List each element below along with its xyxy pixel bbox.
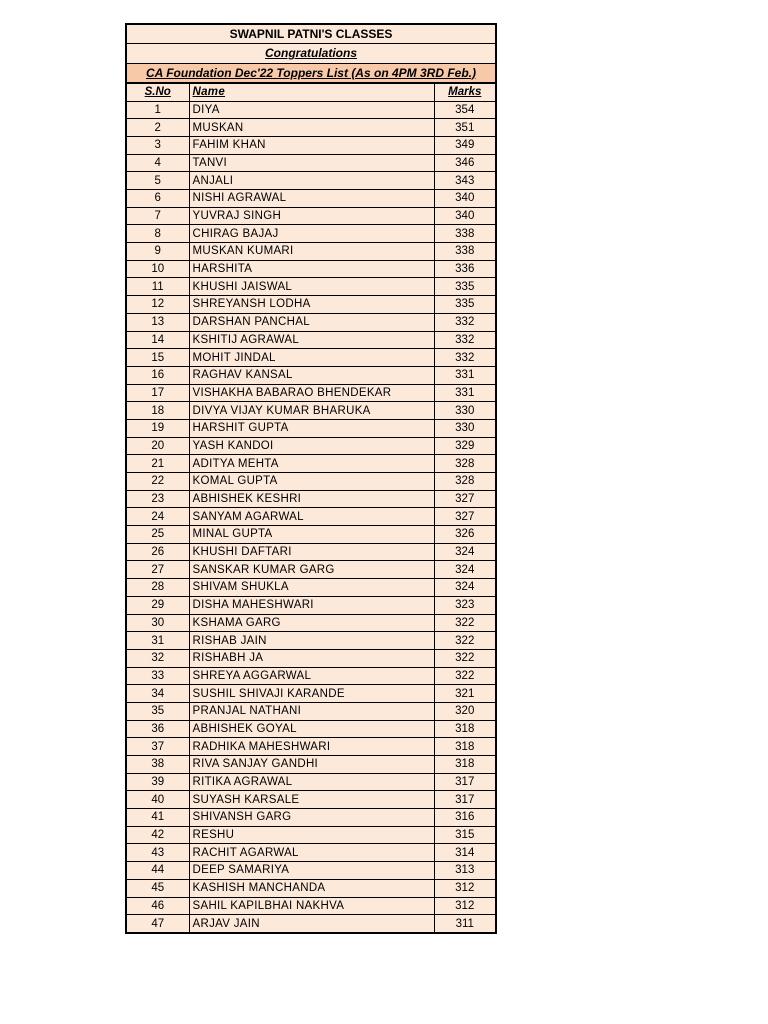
table-row bbox=[127, 473, 495, 491]
cell-name: KHUSHI JAISWAL bbox=[189, 278, 434, 296]
cell-sno: 33 bbox=[127, 667, 189, 685]
table-row bbox=[127, 366, 495, 384]
cell-name: HARSHIT GUPTA bbox=[189, 419, 434, 437]
cell-sno: 13 bbox=[127, 313, 189, 331]
table-row bbox=[127, 844, 495, 862]
table-row bbox=[127, 490, 495, 508]
cell-sno: 31 bbox=[127, 632, 189, 650]
cell-marks: 320 bbox=[434, 702, 495, 720]
cell-marks: 349 bbox=[434, 136, 495, 154]
table-row bbox=[127, 915, 495, 933]
cell-name: RISHAB JAIN bbox=[189, 632, 434, 650]
cell-name: SHIVAM SHUKLA bbox=[189, 579, 434, 597]
cell-name: DISHA MAHESHWARI bbox=[189, 596, 434, 614]
cell-sno: 40 bbox=[127, 791, 189, 809]
cell-marks: 327 bbox=[434, 490, 495, 508]
table-row bbox=[127, 190, 495, 208]
cell-sno: 30 bbox=[127, 614, 189, 632]
table-row bbox=[127, 508, 495, 526]
cell-marks: 322 bbox=[434, 614, 495, 632]
column-header-sno: S.No bbox=[127, 83, 189, 101]
toppers-table bbox=[127, 83, 495, 933]
cell-sno: 42 bbox=[127, 826, 189, 844]
cell-marks: 329 bbox=[434, 437, 495, 455]
congratulations-heading: Congratulations bbox=[127, 44, 495, 63]
cell-name: SAHIL KAPILBHAI NAKHVA bbox=[189, 897, 434, 915]
table-row bbox=[127, 243, 495, 261]
cell-sno: 32 bbox=[127, 649, 189, 667]
cell-sno: 4 bbox=[127, 154, 189, 172]
cell-marks: 332 bbox=[434, 313, 495, 331]
table-row bbox=[127, 136, 495, 154]
cell-name: KSHITIJ AGRAWAL bbox=[189, 331, 434, 349]
cell-marks: 321 bbox=[434, 685, 495, 703]
cell-name: RESHU bbox=[189, 826, 434, 844]
cell-sno: 7 bbox=[127, 207, 189, 225]
table-row bbox=[127, 313, 495, 331]
cell-name: NISHI AGRAWAL bbox=[189, 190, 434, 208]
cell-sno: 5 bbox=[127, 172, 189, 190]
cell-name: MINAL GUPTA bbox=[189, 526, 434, 544]
cell-marks: 317 bbox=[434, 791, 495, 809]
cell-sno: 12 bbox=[127, 296, 189, 314]
cell-sno: 3 bbox=[127, 136, 189, 154]
cell-marks: 351 bbox=[434, 119, 495, 137]
cell-name: KSHAMA GARG bbox=[189, 614, 434, 632]
table-row bbox=[127, 331, 495, 349]
cell-name: ABHISHEK GOYAL bbox=[189, 720, 434, 738]
cell-marks: 327 bbox=[434, 508, 495, 526]
cell-marks: 346 bbox=[434, 154, 495, 172]
cell-name: SUYASH KARSALE bbox=[189, 791, 434, 809]
cell-marks: 323 bbox=[434, 596, 495, 614]
cell-sno: 14 bbox=[127, 331, 189, 349]
cell-marks: 322 bbox=[434, 667, 495, 685]
cell-name: DIVYA VIJAY KUMAR BHARUKA bbox=[189, 402, 434, 420]
cell-sno: 37 bbox=[127, 738, 189, 756]
table-row bbox=[127, 543, 495, 561]
table-row bbox=[127, 632, 495, 650]
cell-name: SANYAM AGARWAL bbox=[189, 508, 434, 526]
table-row bbox=[127, 101, 495, 119]
cell-marks: 354 bbox=[434, 101, 495, 119]
cell-marks: 340 bbox=[434, 207, 495, 225]
cell-name: TANVI bbox=[189, 154, 434, 172]
table-row bbox=[127, 207, 495, 225]
table-row bbox=[127, 526, 495, 544]
table-row bbox=[127, 614, 495, 632]
cell-sno: 11 bbox=[127, 278, 189, 296]
cell-sno: 16 bbox=[127, 366, 189, 384]
cell-marks: 324 bbox=[434, 543, 495, 561]
table-row bbox=[127, 773, 495, 791]
cell-marks: 322 bbox=[434, 649, 495, 667]
cell-name: MUSKAN bbox=[189, 119, 434, 137]
table-row bbox=[127, 561, 495, 579]
cell-marks: 318 bbox=[434, 720, 495, 738]
table-row bbox=[127, 119, 495, 137]
cell-sno: 10 bbox=[127, 260, 189, 278]
table-row bbox=[127, 225, 495, 243]
cell-name: RADHIKA MAHESHWARI bbox=[189, 738, 434, 756]
cell-marks: 317 bbox=[434, 773, 495, 791]
cell-name: DEEP SAMARIYA bbox=[189, 862, 434, 880]
institute-title: SWAPNIL PATNI'S CLASSES bbox=[127, 25, 495, 44]
table-row bbox=[127, 897, 495, 915]
cell-sno: 15 bbox=[127, 349, 189, 367]
cell-marks: 324 bbox=[434, 561, 495, 579]
cell-sno: 44 bbox=[127, 862, 189, 880]
cell-sno: 23 bbox=[127, 490, 189, 508]
cell-marks: 314 bbox=[434, 844, 495, 862]
cell-sno: 27 bbox=[127, 561, 189, 579]
cell-sno: 24 bbox=[127, 508, 189, 526]
cell-name: ARJAV JAIN bbox=[189, 915, 434, 933]
table-row bbox=[127, 260, 495, 278]
table-row bbox=[127, 667, 495, 685]
table-row bbox=[127, 720, 495, 738]
cell-name: KOMAL GUPTA bbox=[189, 473, 434, 491]
table-row bbox=[127, 154, 495, 172]
cell-sno: 2 bbox=[127, 119, 189, 137]
cell-marks: 311 bbox=[434, 915, 495, 933]
cell-sno: 1 bbox=[127, 101, 189, 119]
cell-marks: 312 bbox=[434, 897, 495, 915]
table-row bbox=[127, 791, 495, 809]
cell-name: ADITYA MEHTA bbox=[189, 455, 434, 473]
table-row bbox=[127, 649, 495, 667]
cell-marks: 318 bbox=[434, 738, 495, 756]
cell-name: DIYA bbox=[189, 101, 434, 119]
cell-marks: 326 bbox=[434, 526, 495, 544]
cell-sno: 6 bbox=[127, 190, 189, 208]
table-row bbox=[127, 172, 495, 190]
cell-marks: 338 bbox=[434, 243, 495, 261]
cell-name: VISHAKHA BABARAO BHENDEKAR bbox=[189, 384, 434, 402]
table-row bbox=[127, 579, 495, 597]
table-row bbox=[127, 349, 495, 367]
cell-marks: 332 bbox=[434, 331, 495, 349]
cell-marks: 340 bbox=[434, 190, 495, 208]
table-row bbox=[127, 384, 495, 402]
table-row bbox=[127, 596, 495, 614]
cell-name: DARSHAN PANCHAL bbox=[189, 313, 434, 331]
cell-sno: 45 bbox=[127, 879, 189, 897]
cell-name: SHIVANSH GARG bbox=[189, 809, 434, 827]
cell-name: YUVRAJ SINGH bbox=[189, 207, 434, 225]
cell-name: SHREYA AGGARWAL bbox=[189, 667, 434, 685]
table-row bbox=[127, 296, 495, 314]
table-row bbox=[127, 278, 495, 296]
cell-sno: 34 bbox=[127, 685, 189, 703]
cell-name: SANSKAR KUMAR GARG bbox=[189, 561, 434, 579]
cell-sno: 29 bbox=[127, 596, 189, 614]
cell-name: RITIKA AGRAWAL bbox=[189, 773, 434, 791]
cell-name: MOHIT JINDAL bbox=[189, 349, 434, 367]
cell-sno: 47 bbox=[127, 915, 189, 933]
cell-marks: 313 bbox=[434, 862, 495, 880]
cell-marks: 335 bbox=[434, 278, 495, 296]
cell-marks: 331 bbox=[434, 366, 495, 384]
cell-name: FAHIM KHAN bbox=[189, 136, 434, 154]
table-row bbox=[127, 455, 495, 473]
table-row bbox=[127, 862, 495, 880]
cell-sno: 28 bbox=[127, 579, 189, 597]
cell-sno: 21 bbox=[127, 455, 189, 473]
cell-name: KHUSHI DAFTARI bbox=[189, 543, 434, 561]
column-header-name: Name bbox=[189, 83, 434, 101]
table-row bbox=[127, 402, 495, 420]
list-title: CA Foundation Dec'22 Toppers List (As on 4PM 3RD Feb.) bbox=[127, 64, 495, 83]
cell-marks: 324 bbox=[434, 579, 495, 597]
cell-marks: 330 bbox=[434, 419, 495, 437]
cell-sno: 17 bbox=[127, 384, 189, 402]
cell-sno: 38 bbox=[127, 756, 189, 774]
cell-marks: 343 bbox=[434, 172, 495, 190]
cell-name: YASH KANDOI bbox=[189, 437, 434, 455]
cell-marks: 328 bbox=[434, 473, 495, 491]
cell-name: ABHISHEK KESHRI bbox=[189, 490, 434, 508]
cell-sno: 22 bbox=[127, 473, 189, 491]
cell-sno: 26 bbox=[127, 543, 189, 561]
column-header-marks: Marks bbox=[434, 83, 495, 101]
table-row bbox=[127, 826, 495, 844]
cell-marks: 332 bbox=[434, 349, 495, 367]
table-row bbox=[127, 685, 495, 703]
table-row bbox=[127, 437, 495, 455]
cell-marks: 318 bbox=[434, 756, 495, 774]
cell-marks: 335 bbox=[434, 296, 495, 314]
cell-sno: 43 bbox=[127, 844, 189, 862]
cell-marks: 330 bbox=[434, 402, 495, 420]
cell-sno: 18 bbox=[127, 402, 189, 420]
cell-marks: 338 bbox=[434, 225, 495, 243]
cell-marks: 315 bbox=[434, 826, 495, 844]
table-header-row bbox=[127, 83, 495, 101]
cell-name: PRANJAL NATHANI bbox=[189, 702, 434, 720]
table-row bbox=[127, 738, 495, 756]
cell-marks: 328 bbox=[434, 455, 495, 473]
cell-sno: 46 bbox=[127, 897, 189, 915]
cell-name: RISHABH JA bbox=[189, 649, 434, 667]
cell-marks: 336 bbox=[434, 260, 495, 278]
cell-name: SHREYANSH LODHA bbox=[189, 296, 434, 314]
table-row bbox=[127, 809, 495, 827]
cell-sno: 9 bbox=[127, 243, 189, 261]
cell-sno: 20 bbox=[127, 437, 189, 455]
cell-name: MUSKAN KUMARI bbox=[189, 243, 434, 261]
cell-name: SUSHIL SHIVAJI KARANDE bbox=[189, 685, 434, 703]
cell-sno: 36 bbox=[127, 720, 189, 738]
cell-name: RACHIT AGARWAL bbox=[189, 844, 434, 862]
cell-marks: 331 bbox=[434, 384, 495, 402]
cell-sno: 39 bbox=[127, 773, 189, 791]
table-row bbox=[127, 702, 495, 720]
cell-sno: 19 bbox=[127, 419, 189, 437]
table-row bbox=[127, 756, 495, 774]
table-row bbox=[127, 419, 495, 437]
cell-marks: 322 bbox=[434, 632, 495, 650]
cell-name: RIVA SANJAY GANDHI bbox=[189, 756, 434, 774]
cell-name: KASHISH MANCHANDA bbox=[189, 879, 434, 897]
cell-sno: 35 bbox=[127, 702, 189, 720]
cell-marks: 316 bbox=[434, 809, 495, 827]
cell-name: CHIRAG BAJAJ bbox=[189, 225, 434, 243]
cell-name: ANJALI bbox=[189, 172, 434, 190]
cell-name: HARSHITA bbox=[189, 260, 434, 278]
cell-sno: 8 bbox=[127, 225, 189, 243]
cell-sno: 41 bbox=[127, 809, 189, 827]
table-body bbox=[127, 101, 495, 932]
table-row bbox=[127, 879, 495, 897]
cell-sno: 25 bbox=[127, 526, 189, 544]
cell-name: RAGHAV KANSAL bbox=[189, 366, 434, 384]
toppers-sheet bbox=[125, 23, 497, 934]
cell-marks: 312 bbox=[434, 879, 495, 897]
